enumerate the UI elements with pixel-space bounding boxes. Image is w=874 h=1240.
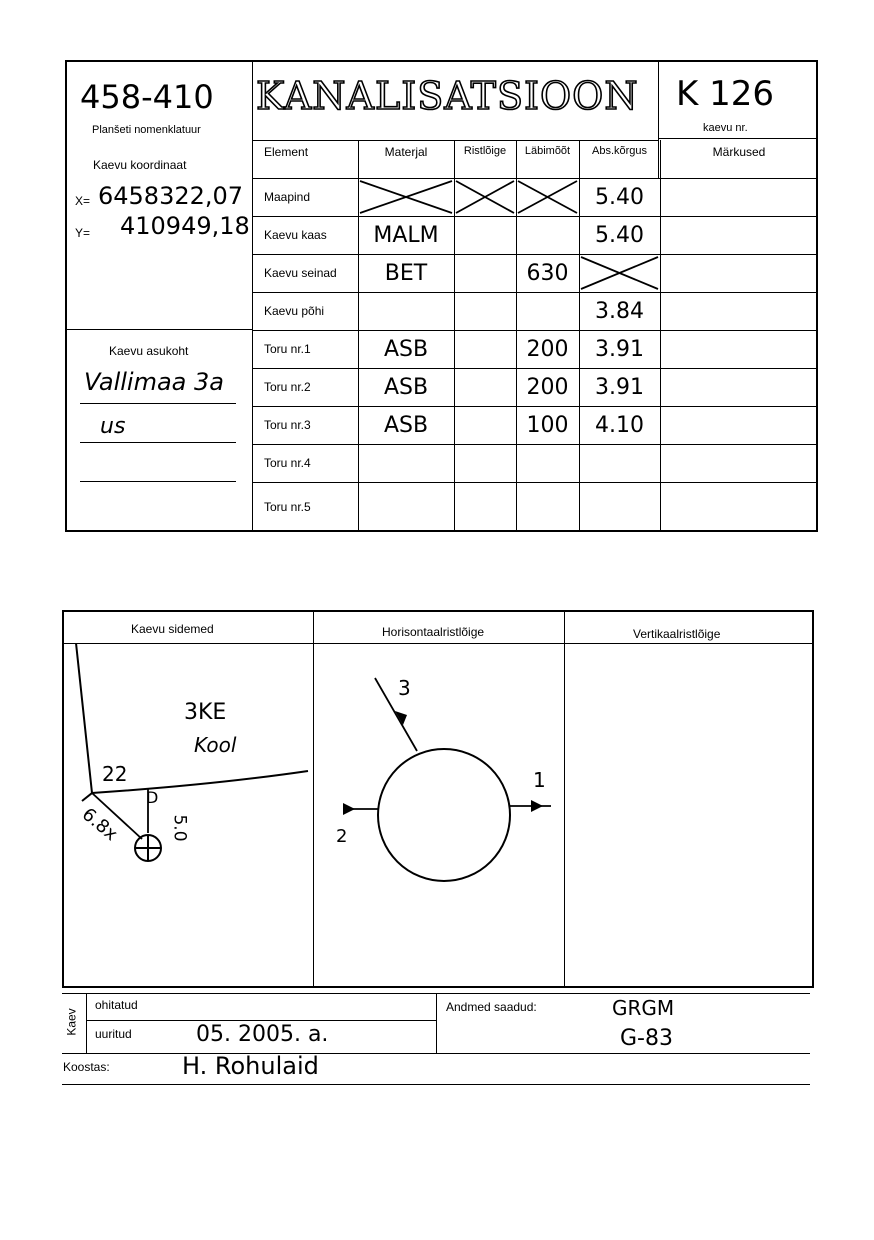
- location-line2: us: [100, 414, 126, 439]
- table-cell: [454, 406, 516, 444]
- table-cell: ASB: [383, 412, 429, 438]
- mark-d: D: [146, 788, 159, 807]
- table-cell: [454, 330, 516, 368]
- table-cell: [660, 444, 818, 482]
- location-label: Kaevu asukoht: [109, 344, 189, 358]
- location-underline1: [80, 403, 236, 404]
- table-cell: [454, 368, 516, 406]
- table-row-label: Maapind: [264, 190, 311, 204]
- author-label: Koostas:: [63, 1060, 110, 1074]
- cross-out-mark: [358, 178, 454, 216]
- ties-panel-label: Kaevu sidemed: [131, 622, 214, 636]
- location-underline2: [80, 442, 236, 443]
- table-row-label: Toru nr.3: [264, 418, 311, 432]
- table-cell: [660, 406, 818, 444]
- source-label: Andmed saadud:: [446, 1000, 537, 1014]
- table-cell: [516, 482, 579, 532]
- sheet-label: Planšeti nomenklatuur: [92, 124, 201, 136]
- building-label-line1: 3KE: [184, 700, 227, 725]
- table-cell: [579, 444, 660, 482]
- table-header: Abs.kõrgus: [591, 145, 648, 157]
- checked-label: ohitatud: [95, 998, 138, 1012]
- cross-out-mark: [516, 178, 579, 216]
- pipe-3-label: 3: [398, 676, 411, 700]
- table-cell: [358, 482, 454, 532]
- table-cell: [454, 482, 516, 532]
- location-underline3: [80, 481, 236, 482]
- footer-side-label: Kaev: [64, 1008, 79, 1036]
- table-header: Element: [264, 145, 309, 159]
- table-row-label: Toru nr.5: [264, 500, 311, 514]
- page-title: KANALISATSIOON: [256, 74, 639, 118]
- y-prefix: Y=: [75, 226, 91, 240]
- x-coordinate: 6458322,07: [98, 182, 244, 210]
- coordinates-label: Kaevu koordinaat: [93, 158, 187, 172]
- source-value-1: GRGM: [612, 996, 675, 1020]
- table-cell: 3.91: [595, 374, 644, 400]
- table-cell: BET: [384, 260, 428, 286]
- table-cell: 100: [526, 412, 569, 438]
- table-header: Ristlõige: [463, 145, 507, 157]
- table-cell: [516, 444, 579, 482]
- y-coordinate: 410949,18: [120, 212, 250, 240]
- author-name: H. Rohulaid: [182, 1052, 319, 1080]
- table-row-label: Toru nr.4: [264, 456, 311, 470]
- distance-top: 22: [102, 762, 128, 786]
- table-cell: [660, 178, 818, 216]
- table-cell: 4.10: [595, 412, 644, 438]
- table-cell: [660, 368, 818, 406]
- table-cell: [454, 292, 516, 330]
- table-cell: [516, 216, 579, 254]
- table-cell: 3.91: [595, 336, 644, 362]
- table-cell: 3.84: [595, 298, 644, 324]
- table-cell: [660, 216, 818, 254]
- table-header: Märkused: [712, 145, 766, 159]
- table-header: Läbimõõt: [524, 145, 571, 157]
- horizontal-section-drawing: [313, 643, 565, 988]
- footer-bottom-line: [62, 1053, 810, 1054]
- pipe-2-label: 2: [336, 826, 348, 847]
- table-cell: ASB: [383, 374, 429, 400]
- coords-location-divider: [65, 329, 253, 330]
- table-cell: [454, 216, 516, 254]
- pipe-1-label: 1: [533, 768, 546, 792]
- x-prefix: X=: [75, 194, 91, 208]
- table-cell: 200: [526, 374, 569, 400]
- distance-left: 6.8x: [77, 803, 122, 846]
- measured-date: 05. 2005. a.: [196, 1022, 329, 1047]
- table-cell: 5.40: [595, 222, 644, 248]
- table-cell: [660, 482, 818, 532]
- footer-side-divider: [86, 993, 87, 1053]
- footer-source-divider: [436, 993, 437, 1053]
- table-cell: [660, 292, 818, 330]
- table-row-label: Kaevu kaas: [264, 228, 327, 242]
- table-cell: [660, 254, 818, 292]
- table-row-label: Kaevu seinad: [264, 266, 337, 280]
- source-value-2: G-83: [620, 1026, 673, 1051]
- header-divider: [253, 140, 659, 141]
- table-cell: [454, 254, 516, 292]
- well-id: K 126: [676, 74, 774, 114]
- table-cell: MALM: [373, 222, 439, 248]
- well-id-label: kaevu nr.: [703, 122, 748, 134]
- table-row-label: Toru nr.1: [264, 342, 311, 356]
- table-cell: 630: [526, 260, 569, 286]
- cross-out-mark: [579, 254, 660, 292]
- distance-right: 5.0: [169, 814, 190, 842]
- wellno-divider: [659, 138, 818, 139]
- table-header: Materjal: [384, 145, 428, 159]
- vertical-panel-label: Vertikaalristlõige: [633, 627, 721, 641]
- table-cell: 5.40: [595, 184, 644, 210]
- footer-mid-line: [86, 1020, 436, 1021]
- table-cell: [454, 444, 516, 482]
- table-cell: [660, 330, 818, 368]
- table-row-label: Kaevu põhi: [264, 304, 325, 318]
- table-cell: [358, 444, 454, 482]
- table-cell: 200: [526, 336, 569, 362]
- location-line1: Vallimaa 3a: [84, 368, 224, 396]
- table-cell: [516, 292, 579, 330]
- table-cell: [358, 292, 454, 330]
- horizontal-panel-label: Horisontaalristlõige: [382, 625, 485, 639]
- cross-out-mark: [454, 178, 516, 216]
- table-cell: ASB: [383, 336, 429, 362]
- measured-label: uuritud: [95, 1027, 132, 1041]
- building-label-line2: Kool: [194, 733, 237, 757]
- table-cell: [579, 482, 660, 532]
- sheet-number: 458-410: [80, 78, 214, 116]
- author-line: [62, 1084, 810, 1085]
- table-row-label: Toru nr.2: [264, 380, 311, 394]
